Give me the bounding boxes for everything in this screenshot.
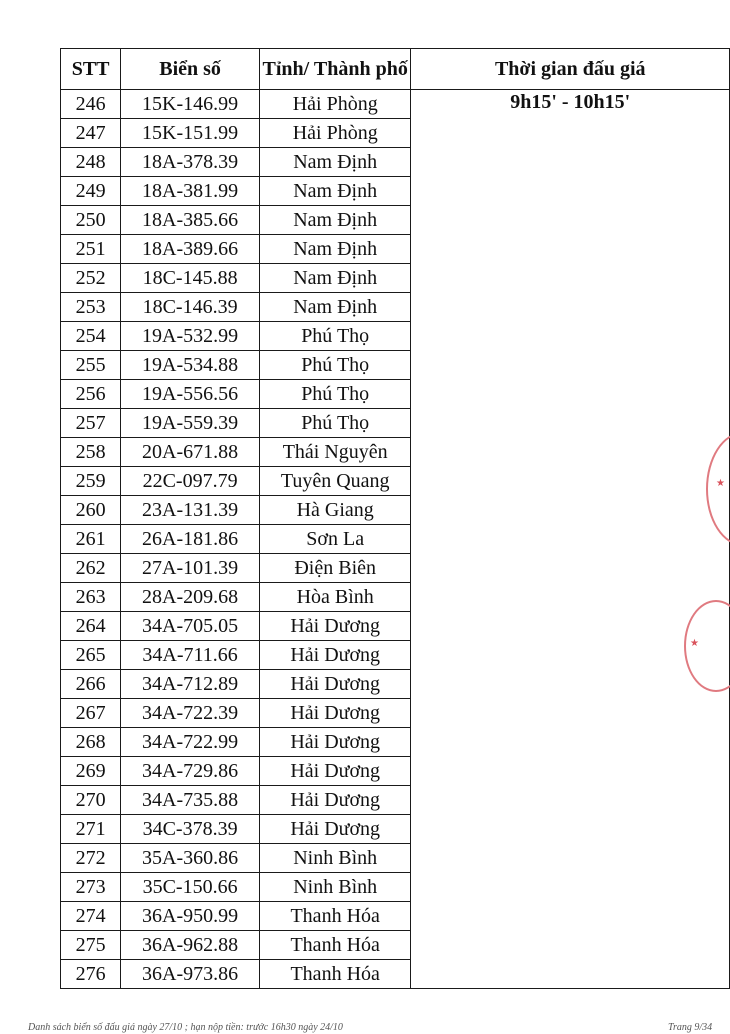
table-body [61, 90, 730, 989]
cell-province: Sơn La [259, 525, 411, 554]
cell-stt: 259 [61, 467, 121, 496]
table-header-row [61, 49, 730, 90]
header-province: Tỉnh/ Thành phố [259, 49, 411, 90]
cell-plate: 34A-712.89 [121, 670, 260, 699]
cell-plate: 15K-146.99 [121, 90, 260, 119]
cell-stt: 265 [61, 641, 121, 670]
cell-plate: 28A-209.68 [121, 583, 260, 612]
cell-plate: 23A-131.39 [121, 496, 260, 525]
cell-plate: 26A-181.86 [121, 525, 260, 554]
cell-province: Hải Dương [259, 670, 411, 699]
cell-province: Hòa Bình [259, 583, 411, 612]
cell-plate: 22C-097.79 [121, 467, 260, 496]
cell-province: Hải Phòng [259, 119, 411, 148]
cell-stt: 246 [61, 90, 121, 119]
cell-plate: 19A-532.99 [121, 322, 260, 351]
auction-plate-table [60, 48, 730, 989]
header-auction-time: Thời gian đấu giá [411, 49, 730, 90]
cell-stt: 248 [61, 148, 121, 177]
cell-stt: 264 [61, 612, 121, 641]
cell-stt: 247 [61, 119, 121, 148]
cell-stt: 250 [61, 206, 121, 235]
cell-stt: 275 [61, 931, 121, 960]
cell-stt: 256 [61, 380, 121, 409]
cell-plate: 15K-151.99 [121, 119, 260, 148]
cell-plate: 36A-962.88 [121, 931, 260, 960]
cell-stt: 271 [61, 815, 121, 844]
cell-plate: 18A-385.66 [121, 206, 260, 235]
cell-stt: 267 [61, 699, 121, 728]
seal-star-icon: ★ [716, 478, 725, 489]
cell-plate: 35A-360.86 [121, 844, 260, 873]
cell-plate: 18A-389.66 [121, 235, 260, 264]
cell-plate: 18A-381.99 [121, 177, 260, 206]
cell-province: Hải Dương [259, 757, 411, 786]
cell-plate: 34A-711.66 [121, 641, 260, 670]
cell-stt: 253 [61, 293, 121, 322]
cell-stt: 263 [61, 583, 121, 612]
cell-province: Nam Định [259, 235, 411, 264]
cell-province: Tuyên Quang [259, 467, 411, 496]
cell-stt: 258 [61, 438, 121, 467]
cell-province: Thái Nguyên [259, 438, 411, 467]
cell-province: Phú Thọ [259, 322, 411, 351]
cell-province: Hải Dương [259, 786, 411, 815]
cell-auction-time: 9h15' - 10h15' [411, 90, 730, 989]
cell-stt: 254 [61, 322, 121, 351]
cell-plate: 36A-973.86 [121, 960, 260, 989]
cell-plate: 19A-534.88 [121, 351, 260, 380]
cell-stt: 266 [61, 670, 121, 699]
cell-plate: 18C-145.88 [121, 264, 260, 293]
cell-province: Phú Thọ [259, 351, 411, 380]
cell-stt: 257 [61, 409, 121, 438]
cell-province: Hà Giang [259, 496, 411, 525]
cell-plate: 18C-146.39 [121, 293, 260, 322]
cell-plate: 34A-722.99 [121, 728, 260, 757]
cell-plate: 20A-671.88 [121, 438, 260, 467]
cell-stt: 269 [61, 757, 121, 786]
cell-stt: 260 [61, 496, 121, 525]
cell-plate: 18A-378.39 [121, 148, 260, 177]
cell-province: Hải Dương [259, 728, 411, 757]
cell-province: Hải Dương [259, 612, 411, 641]
cell-province: Thanh Hóa [259, 902, 411, 931]
cell-stt: 272 [61, 844, 121, 873]
cell-plate: 36A-950.99 [121, 902, 260, 931]
cell-stt: 273 [61, 873, 121, 902]
cell-province: Nam Định [259, 177, 411, 206]
table-row [61, 90, 730, 119]
cell-province: Điện Biên [259, 554, 411, 583]
footer-note: Danh sách biển số đấu giá ngày 27/10 ; hạn nộp tiền: trước 16h30 ngày 24/10 [28, 1022, 343, 1033]
cell-stt: 274 [61, 902, 121, 931]
cell-plate: 34C-378.39 [121, 815, 260, 844]
cell-province: Nam Định [259, 293, 411, 322]
cell-stt: 261 [61, 525, 121, 554]
cell-province: Hải Dương [259, 641, 411, 670]
header-stt: STT [61, 49, 121, 90]
cell-province: Hải Phòng [259, 90, 411, 119]
cell-province: Thanh Hóa [259, 960, 411, 989]
cell-plate: 19A-556.56 [121, 380, 260, 409]
cell-plate: 34A-735.88 [121, 786, 260, 815]
cell-province: Hải Dương [259, 699, 411, 728]
cell-province: Nam Định [259, 148, 411, 177]
cell-province: Ninh Bình [259, 844, 411, 873]
cell-stt: 249 [61, 177, 121, 206]
cell-plate: 34A-729.86 [121, 757, 260, 786]
cell-stt: 262 [61, 554, 121, 583]
cell-province: Thanh Hóa [259, 931, 411, 960]
cell-plate: 19A-559.39 [121, 409, 260, 438]
cell-province: Phú Thọ [259, 409, 411, 438]
cell-stt: 276 [61, 960, 121, 989]
cell-province: Phú Thọ [259, 380, 411, 409]
cell-stt: 270 [61, 786, 121, 815]
page-number: Trang 9/34 [668, 1022, 713, 1033]
cell-stt: 252 [61, 264, 121, 293]
cell-province: Ninh Bình [259, 873, 411, 902]
cell-province: Nam Định [259, 206, 411, 235]
cell-province: Hải Dương [259, 815, 411, 844]
cell-stt: 268 [61, 728, 121, 757]
seal-star-icon: ★ [690, 638, 699, 649]
cell-plate: 35C-150.66 [121, 873, 260, 902]
cell-stt: 255 [61, 351, 121, 380]
cell-province: Nam Định [259, 264, 411, 293]
cell-plate: 27A-101.39 [121, 554, 260, 583]
cell-stt: 251 [61, 235, 121, 264]
cell-plate: 34A-722.39 [121, 699, 260, 728]
header-plate: Biển số [121, 49, 260, 90]
cell-plate: 34A-705.05 [121, 612, 260, 641]
